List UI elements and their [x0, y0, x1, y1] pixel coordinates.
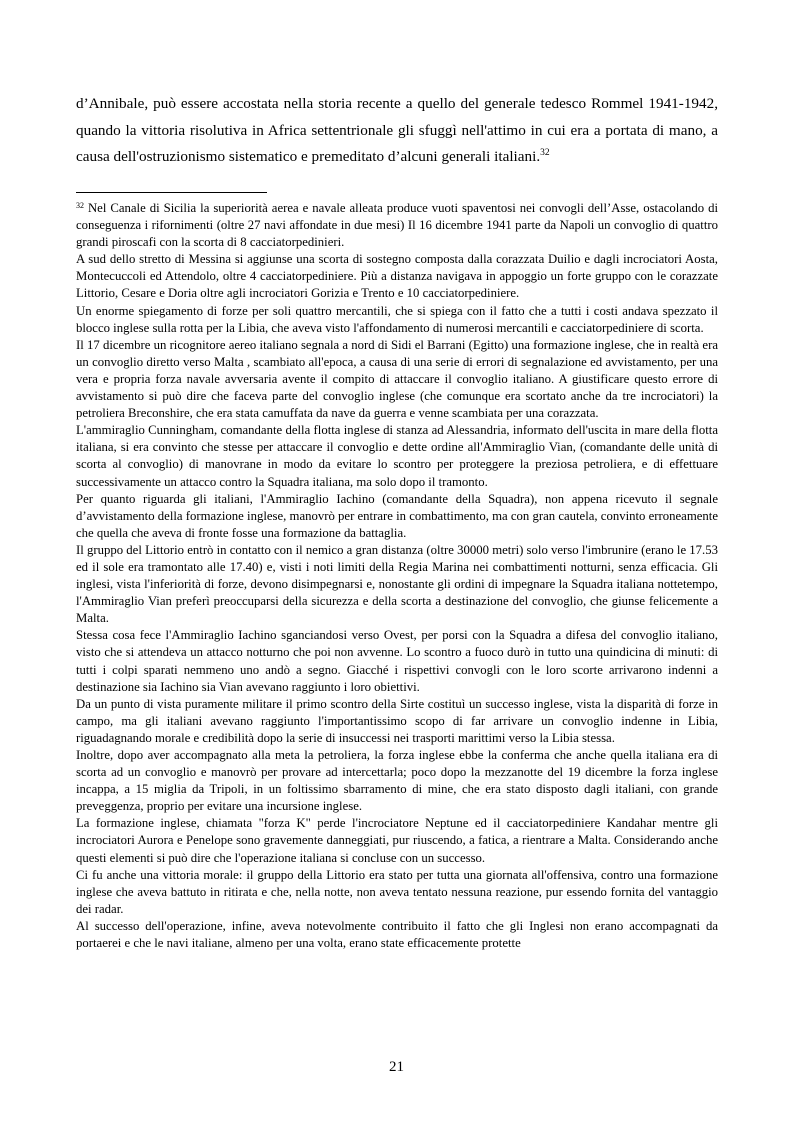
- footnote-paragraph: A sud dello stretto di Messina si aggiunse una scorta di sostegno composta dalla corazzata Duilio e dagli incrociatori Aosta, Montecuccoli ed Attendolo, oltre 4 cacciatorpediniere. Più a distanza navigava in appoggio un forte gruppo con le corazzate Littorio, Cesare e Doria oltre agli incrociatori Gorizia e Trento e 10 cacciatorpediniere.: [76, 252, 718, 301]
- footnote-paragraph: Il gruppo del Littorio entrò in contatto con il nemico a gran distanza (oltre 30000 metri) solo verso l'imbrunire (erano le 17.53 ed il sole era tramontato alle 17.40) e, visti i noti limiti della Regia Marina nei combattimenti notturni, senza efficacia. Gli inglesi, vista l'inferiorità di forze, devono disimpegnarsi e, nonostante gli ordini di impegnare la Squadra italiana nottetempo, l'Ammiraglio Vian preferì preoccuparsi della sicurezza e della scorta a destinazione del convoglio, che giunse felicemente a Malta.: [76, 542, 718, 626]
- footnote-number: 32: [76, 201, 84, 210]
- body-paragraph-text: d’Annibale, può essere accostata nella storia recente a quello del generale tedesco Rommel 1941-1942, quando la vittoria risolutiva in Africa settentrionale gli sfuggì nell'attimo in cui era a portata di mano, a causa dell'ostruzionismo sistematico e premeditato d’alcuni generali italiani.: [76, 95, 718, 165]
- footnote-block: [76, 200, 718, 952]
- footnote-paragraph: L'ammiraglio Cunningham, comandante della flotta inglese di stanza ad Alessandria, informato dell'uscita in mare della flotta italiana, si era convinto che stesse per attaccare il convoglio e dette ordine all'Ammiraglio Vian, (comandante delle unità di scorta al convoglio) di manovrane in modo da evitare lo scontro per proteggere la preziosa petroliera, e di effettuare successivamente un attacco contro la Squadra italiana, ma solo dopo il tramonto.: [76, 423, 718, 489]
- footnote-paragraph: Inoltre, dopo aver accompagnato alla meta la petroliera, la forza inglese ebbe la conferma che anche quella italiana era di scorta ad un convoglio e manovrò per provare ad intercettarla; poco dopo la mezzanotte del 19 dicembre la forza inglese incappa, a 15 miglia da Tripoli, in un foltissimo sbarramento di mine, che era stato disposto dagli italiani, con grande preveggenza, proprio per evitare una incursione inglese.: [76, 748, 718, 814]
- body-paragraph: [76, 91, 718, 171]
- footnote-paragraph: Il 17 dicembre un ricognitore aereo italiano segnala a nord di Sidi el Barrani (Egitto) una formazione inglese, che in realtà era un convoglio diretto verso Malta , scambiato all'epoca, a causa di una serie di errori di segnalazione ed avvistamento, per una vera e propria forza navale avversaria avente il compito di attaccare il convoglio italiano. A giustificare questo errore di avvistamento si può dire che faceva parte del convoglio inglese (che comunque era scortato anche da tre incrociatori) la petroliera Breconshire, che era stata camuffata da nave da guerra e venne scambiata per una corazzata.: [76, 337, 718, 421]
- footnote-paragraph: Stessa cosa fece l'Ammiraglio Iachino sganciandosi verso Ovest, per porsi con la Squadra a difesa del convoglio italiano, visto che si attendeva un attacco notturno che poi non avvenne. Lo scontro a fuoco durò in tutto una quindicina di minuti: di tutti i colpi sparati nemmeno uno andò a segno. Giacché i rispettivi convogli con le loro scorte arrivarono indenni a destinazione sia Iachino sia Vian avevano raggiunto i loro obiettivi.: [76, 628, 718, 694]
- footnote-paragraph: Da un punto di vista puramente militare il primo scontro della Sirte costituì un successo inglese, vista la disparità di forze in campo, ma gli italiani avevano raggiunto l'importantissimo scopo di far arrivare un convoglio indenne in Libia, riguadagnando morale e credibilità dopo la serie di insuccessi nei trasporti marittimi verso la Libia stessa.: [76, 696, 718, 745]
- footnote-paragraph: La formazione inglese, chiamata "forza K" perde l'incrociatore Neptune ed il cacciatorpediniere Kandahar mentre gli incrociatori Aurora e Penelope sono gravemente danneggiati, pur riuscendo, a fatica, a rientrare a Malta. Considerando anche questi elementi si può dire che l'operazione italiana si concluse con un successo.: [76, 816, 718, 865]
- footnote-paragraph: Per quanto riguarda gli italiani, l'Ammiraglio Iachino (comandante della Squadra), non appena ricevuto il segnale d’avvistamento della formazione inglese, manovrò per entrare in combattimento, ma con gran cautela, convinto erroneamente che quella che aveva di fronte fosse una formazione da battaglia.: [76, 491, 718, 540]
- footnote-paragraph: $^{32}$ Nel Canale di Sicilia la superiorità aerea e navale alleata produce vuoti spaventosi nei convogli dell’Asse, ostacolando di conseguenza i rifornimenti (oltre 27 navi affondate in due mesi) Il 16 dicembre 1941 parte da Napoli un convoglio di quattro grandi piroscafi con la scorta di 8 cacciatorpedinieri.: [76, 201, 718, 250]
- footnote-paragraph: Ci fu anche una vittoria morale: il gruppo della Littorio era stato per tutta una giornata all'offensiva, contro una formazione inglese che aveva battuto in ritirata e che, nella notte, non aveva tentato nessuna reazione, pur essendo fornita del vantaggio dei radar.: [76, 867, 718, 916]
- footnote-reference: 32: [540, 148, 550, 158]
- footnote-paragraph: Al successo dell'operazione, infine, aveva notevolmente contribuito il fatto che gli Inglesi non erano accompagnati da portaerei e che le navi italiane, almeno per una volta, erano state efficacemente protette: [76, 918, 718, 951]
- footnote-paragraph: Un enorme spiegamento di forze per soli quattro mercantili, che si spiega con il fatto che a tutti i costi andava spezzato il blocco inglese sulla rotta per la Libia, che aveva visto l'affondamento di numerosi mercantili e cacciatorpediniere di scorta.: [76, 303, 718, 335]
- footnote-separator: [76, 192, 267, 193]
- page-number: 21: [389, 1059, 404, 1075]
